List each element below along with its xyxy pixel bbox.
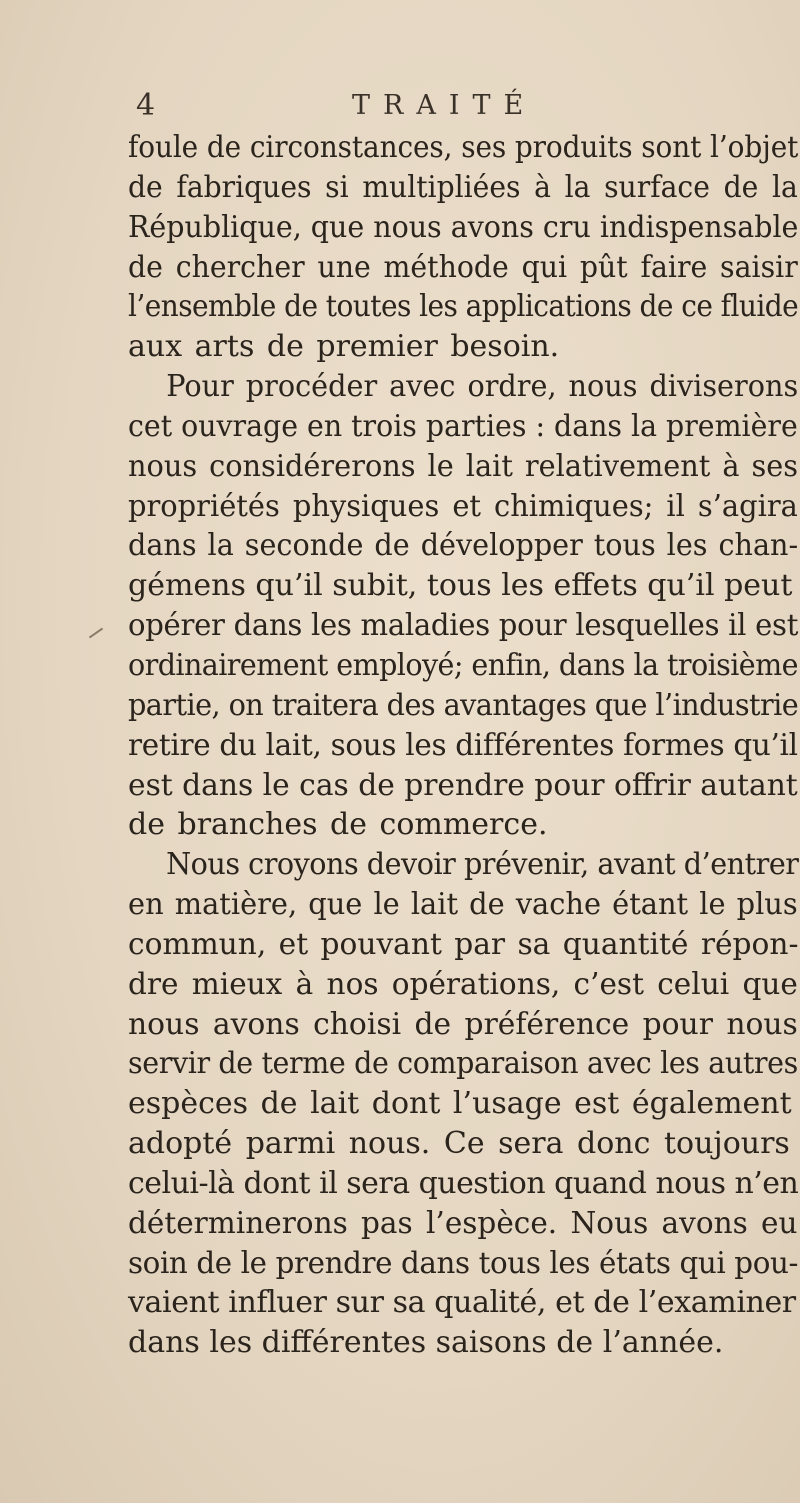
text-line: partie, on traitera des avantages que l’industrie <box>128 687 799 723</box>
text-line: de chercher une méthode qui pût faire saisir <box>128 249 798 285</box>
text-line: République, que nous avons cru indispensable <box>128 209 799 245</box>
text-line: foule de circonstances, ses produits sont l’objet <box>128 130 799 165</box>
page-number: 4 <box>136 88 156 123</box>
text-line: de fabriques si multipliées à la surface de la <box>128 169 798 205</box>
text-line: Nous croyons devoir prévenir, avant d’entrer <box>166 847 799 883</box>
body-text <box>128 128 798 1363</box>
text-line: de branches de commerce. <box>128 807 548 843</box>
text-line: déterminerons pas l’espèce. Nous avons eu <box>128 1205 798 1241</box>
text-line: propriétés physiques et chimiques; il s’agira <box>128 488 798 524</box>
text-line: adopté parmi nous. Ce sera donc toujours <box>128 1126 790 1162</box>
text-line: servir de terme de comparaison avec les autres <box>128 1046 798 1082</box>
text-line: en matière, que le lait de vache étant le plus <box>128 887 798 923</box>
text-line: Pour procéder avec ordre, nous diviserons <box>166 369 799 405</box>
text-line: opérer dans les maladies pour lesquelles il est <box>128 608 799 644</box>
text-line: retire du lait, sous les différentes formes qu’il <box>128 727 798 763</box>
margin-mark <box>89 628 103 639</box>
text-line: dans la seconde de développer tous les chan- <box>128 528 799 564</box>
text-line: dans les différentes saisons de l’année. <box>128 1325 724 1361</box>
page-header <box>0 80 800 130</box>
text-line: nous considérerons le lait relativement à ses <box>128 448 799 484</box>
text-line: commun, et pouvant par sa quantité répon- <box>128 926 799 962</box>
text-line: ordinairement employé; enfin, dans la troisième <box>128 647 798 683</box>
text-line: est dans le cas de prendre pour offrir autant <box>128 767 798 803</box>
text-line: vaient influer sur sa qualité, et de l’examiner <box>128 1285 796 1321</box>
text-line: espèces de lait dont l’usage est également <box>128 1086 792 1122</box>
text-line: cet ouvrage en trois parties : dans la première <box>128 408 798 444</box>
running-title: TRAITÉ <box>352 90 537 121</box>
text-line: gémens qu’il subit, tous les effets qu’il peut <box>128 568 793 604</box>
text-line: l’ensemble de toutes les applications de ce fluide <box>128 289 799 325</box>
text-line: soin de le prendre dans tous les états qui pou- <box>128 1245 798 1281</box>
text-line: nous avons choisi de préférence pour nous <box>128 1006 798 1042</box>
text-line: aux arts de premier besoin. <box>128 329 560 365</box>
text-line: celui-là dont il sera question quand nous n’en <box>128 1165 799 1201</box>
text-line: dre mieux à nos opérations, c’est celui que <box>128 966 798 1002</box>
